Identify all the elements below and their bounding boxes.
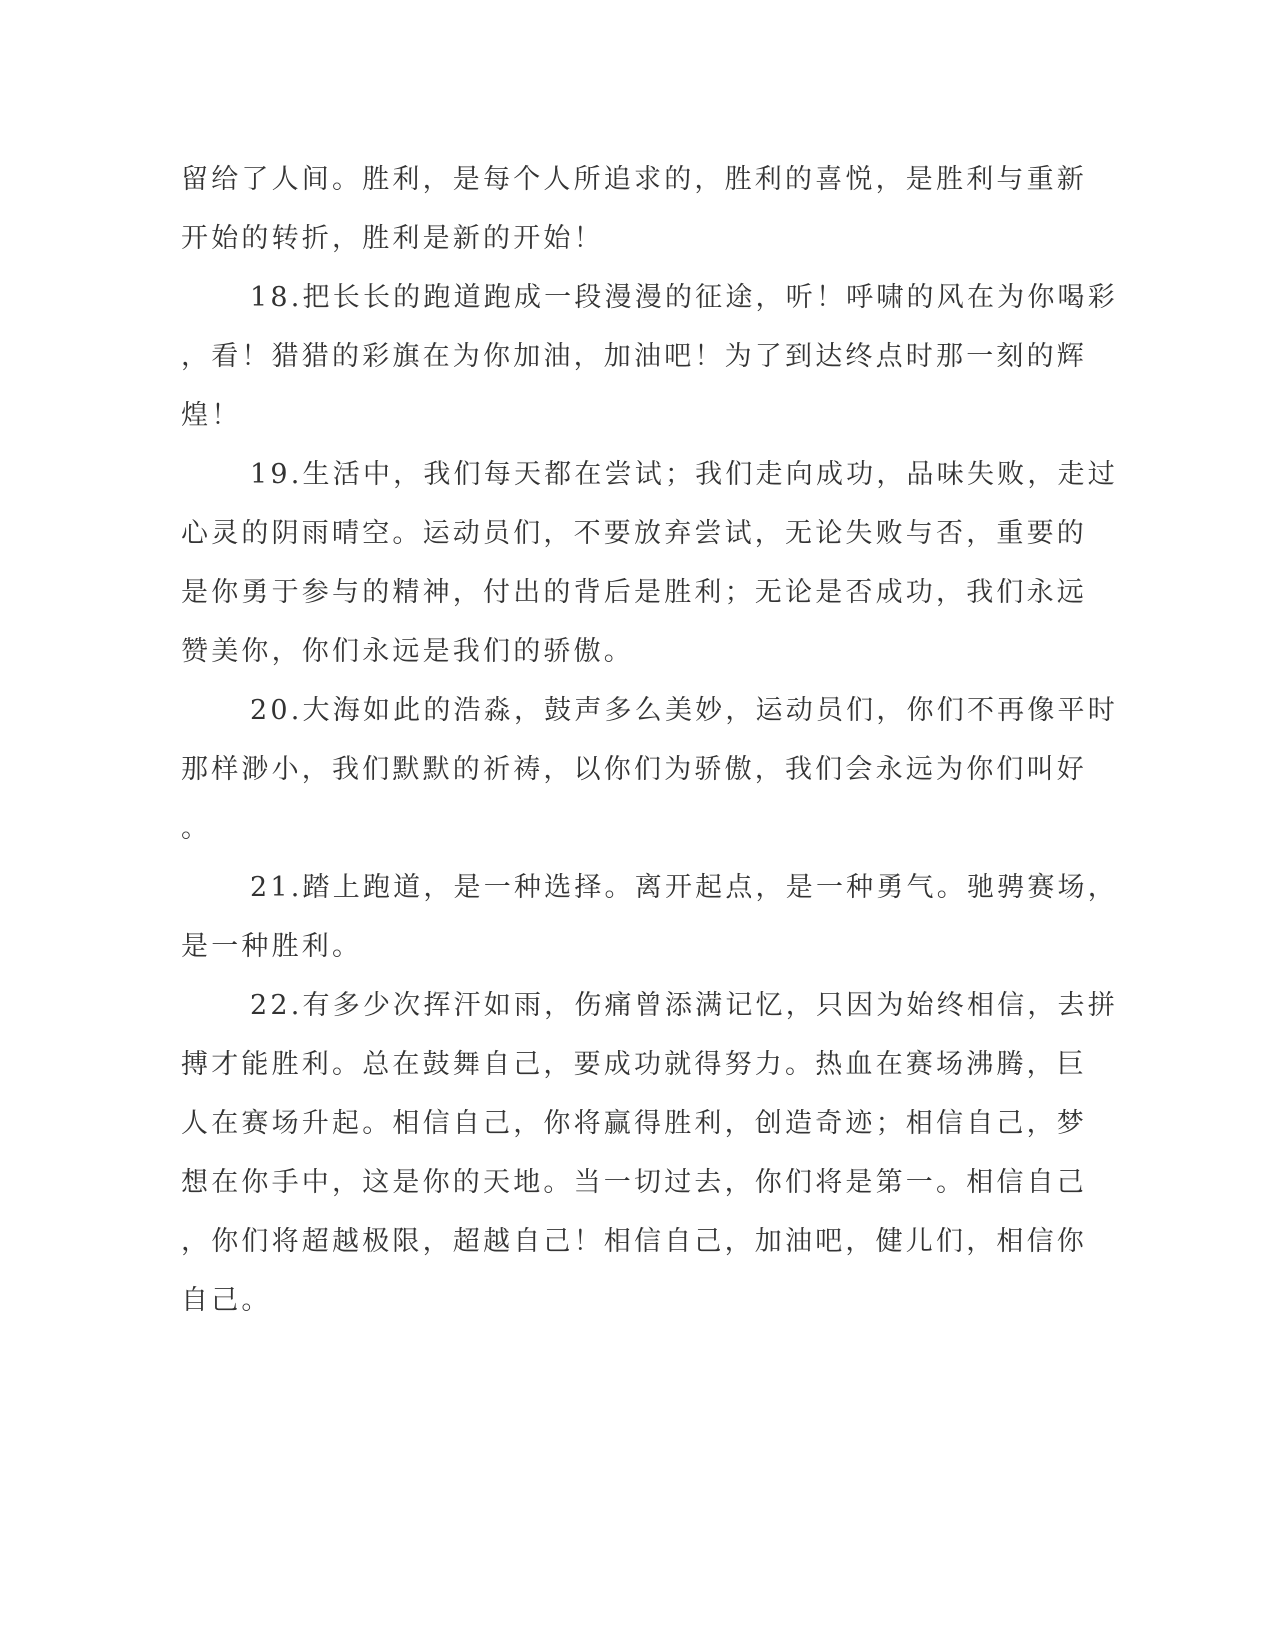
- text-line: 开始的转折，胜利是新的开始！: [181, 223, 604, 254]
- text-line: 19.生活中，我们每天都在尝试；我们走向成功，品味失败，走过: [250, 459, 1118, 490]
- text-line: ，你们将超越极限，超越自己！相信自己，加油吧，健儿们，相信你: [181, 1226, 1087, 1257]
- text-line: 那样渺小，我们默默的祈祷，以你们为骄傲，我们会永远为你们叫好: [181, 754, 1087, 785]
- text-line: 煌！: [181, 400, 242, 431]
- text-line: 自己。: [181, 1285, 272, 1316]
- text-line: 。: [181, 813, 212, 844]
- text-line: 18.把长长的跑道跑成一段漫漫的征途，听！呼啸的风在为你喝彩: [250, 282, 1118, 313]
- text-line: 赞美你，你们永远是我们的骄傲。: [181, 636, 634, 667]
- text-line: 心灵的阴雨晴空。运动员们，不要放弃尝试，无论失败与否，重要的: [181, 518, 1087, 549]
- text-line: 是一种胜利。: [181, 931, 363, 962]
- text-line: 20.大海如此的浩淼，鼓声多么美妙，运动员们，你们不再像平时: [250, 695, 1118, 726]
- text-line: 22.有多少次挥汗如雨，伤痛曾添满记忆，只因为始终相信，去拼: [250, 990, 1118, 1021]
- text-line: 想在你手中，这是你的天地。当一切过去，你们将是第一。相信自己: [181, 1167, 1087, 1198]
- text-line: 留给了人间。胜利，是每个人所追求的，胜利的喜悦，是胜利与重新: [181, 164, 1087, 195]
- text-line: 21.踏上跑道，是一种选择。离开起点，是一种勇气。驰骋赛场，: [250, 872, 1118, 903]
- text-line: 是你勇于参与的精神，付出的背后是胜利；无论是否成功，我们永远: [181, 577, 1087, 608]
- text-line: ，看！猎猎的彩旗在为你加油，加油吧！为了到达终点时那一刻的辉: [181, 341, 1087, 372]
- text-line: 人在赛场升起。相信自己，你将赢得胜利，创造奇迹；相信自己，梦: [181, 1108, 1087, 1139]
- text-line: 搏才能胜利。总在鼓舞自己，要成功就得努力。热血在赛场沸腾，巨: [181, 1049, 1087, 1080]
